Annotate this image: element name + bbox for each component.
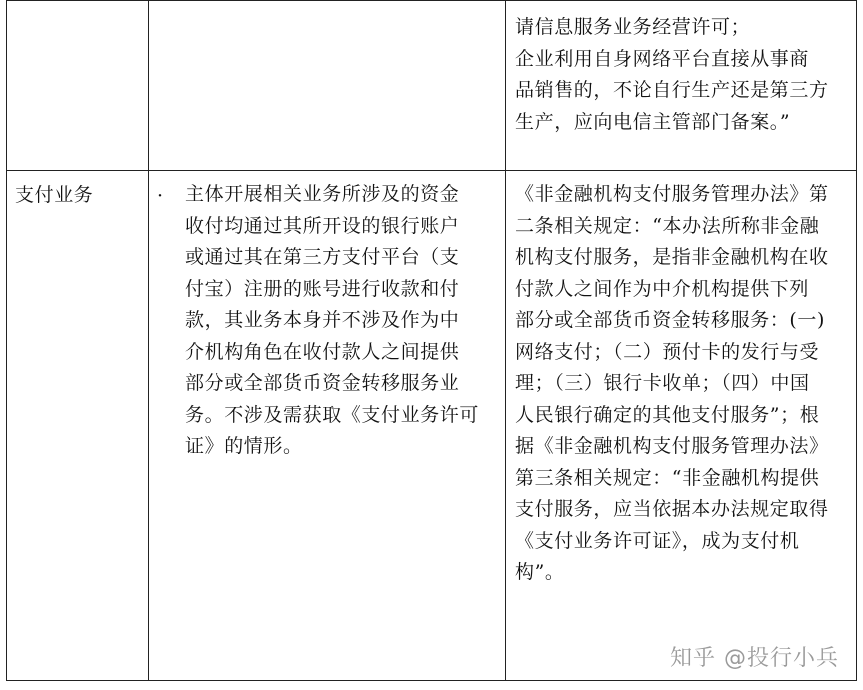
row1-regulation-text: [506, 1, 856, 138]
text-line: 品销售的，不论自行生产还是第三方: [515, 79, 829, 101]
description-text: [149, 179, 505, 463]
row2-category-cell: [7, 171, 149, 681]
text-line: 第三条相关规定：“非金融机构提供: [515, 466, 820, 489]
text-line: 款，其业务本身并不涉及作为中: [185, 309, 460, 331]
row1-category-cell: [7, 1, 149, 171]
description-block: [149, 171, 505, 463]
text-line: 证》的情形。: [185, 435, 303, 457]
text-line: 务。不涉及需获取《支付业务许可: [185, 403, 480, 426]
text-line: 据《非金融机构支付服务管理办法》: [515, 435, 829, 457]
row1-description-cell: [149, 1, 506, 171]
row2-regulation-cell: [506, 171, 857, 681]
text-line: 或通过其在第三方支付平台（支: [185, 246, 460, 268]
text-line: 付款人之间作为中介机构提供下列: [515, 277, 810, 300]
text-line: 理；（三）银行卡收单；（四）中国: [515, 372, 810, 394]
watermark: 知乎 @投行小兵: [668, 641, 841, 672]
text-line: 介机构角色在收付款人之间提供: [185, 340, 460, 363]
text-line: 人民银行确定的其他支付服务”；根: [515, 403, 820, 426]
regulation-text: [506, 171, 856, 589]
text-line: 部分或全部货币资金转移服务业: [185, 372, 460, 394]
text-line: 支付服务，应当依据本办法规定取得: [515, 498, 829, 520]
row2-description-cell: [149, 171, 506, 681]
text-line: 收付均通过其所开设的银行账户: [185, 214, 460, 237]
text-line: 《支付业务许可证》，成为支付机: [515, 529, 800, 552]
row1-regulation-cell: [506, 1, 857, 171]
text-line: 机构支付服务，是指非金融机构在收: [515, 246, 829, 268]
text-line: 生产，应向电信主管部门备案。”: [515, 110, 791, 133]
text-line: 请信息服务业务经营许可；: [515, 16, 751, 38]
document-table: [6, 0, 857, 681]
text-line: 《非金融机构支付服务管理办法》第: [515, 183, 829, 205]
table-row: [7, 171, 857, 681]
text-line: 付宝）注册的账号进行收款和付: [185, 277, 460, 300]
text-line: 网络支付；（二）预付卡的发行与受: [515, 340, 820, 363]
text-line: 部分或全部货币资金转移服务：(一): [515, 309, 826, 331]
category-label: 支付业务: [15, 184, 94, 206]
bullet-marker: ·: [157, 185, 164, 207]
text-line: 二条相关规定：“本办法所称非金融: [515, 214, 820, 237]
text-line: 企业利用自身网络平台直接从事商: [515, 47, 810, 70]
text-line: 构”。: [515, 561, 565, 583]
table-row: [7, 1, 857, 171]
text-line: 主体开展相关业务所涉及的资金: [185, 183, 460, 205]
